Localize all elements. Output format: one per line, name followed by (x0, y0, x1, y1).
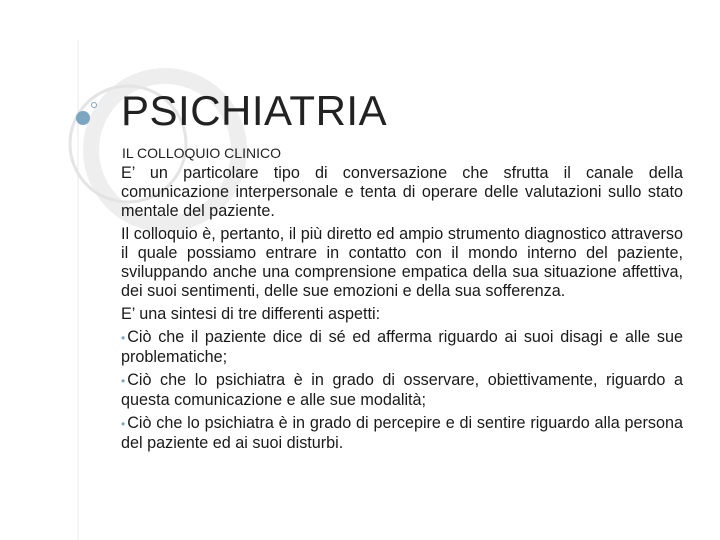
slide-subtitle: IL COLLOQUIO CLINICO (122, 145, 281, 161)
slide-body (121, 164, 683, 457)
body-paragraph: Il colloquio è, pertanto, il più diretto ed ampio strumento diagnostico attraverso il quale possiamo entrare in contatto con il mondo interno del paziente, sviluppando anche una comprensione empatica della sua situazione affettiva, dei suoi sentimenti, delle sue emozioni e della sua sofferenza. (121, 225, 683, 300)
bullet-item (121, 371, 683, 410)
bullet-text: Ciò che lo psichiatra è in grado di percepire e di sentire riguardo alla persona del paziente ed ai suoi disturbi. (121, 414, 683, 452)
bullet-item (121, 414, 683, 453)
accent-dot-icon (76, 111, 90, 125)
bullet-icon: • (121, 417, 126, 431)
bullet-icon: • (121, 374, 126, 388)
bullet-text: Ciò che il paziente dice di sé ed afferma riguardo ai suoi disagi e alle sue problematiche; (121, 328, 683, 366)
bullet-text: Ciò che lo psichiatra è in grado di osservare, obiettivamente, riguardo a questa comunicazione e alle sue modalità; (121, 371, 683, 409)
body-paragraph: E’ una sintesi di tre differenti aspetti: (121, 305, 381, 323)
bullet-icon: • (121, 331, 126, 345)
body-paragraph: E’ un particolare tipo di conversazione che sfrutta il canale della comunicazione interpersonale e tenta di operare delle valutazioni sullo stato mentale del paziente. (121, 164, 683, 220)
accent-small-dot-icon (92, 103, 97, 108)
bullet-item (121, 328, 683, 367)
slide-title: PSICHIATRIA (121, 87, 388, 134)
